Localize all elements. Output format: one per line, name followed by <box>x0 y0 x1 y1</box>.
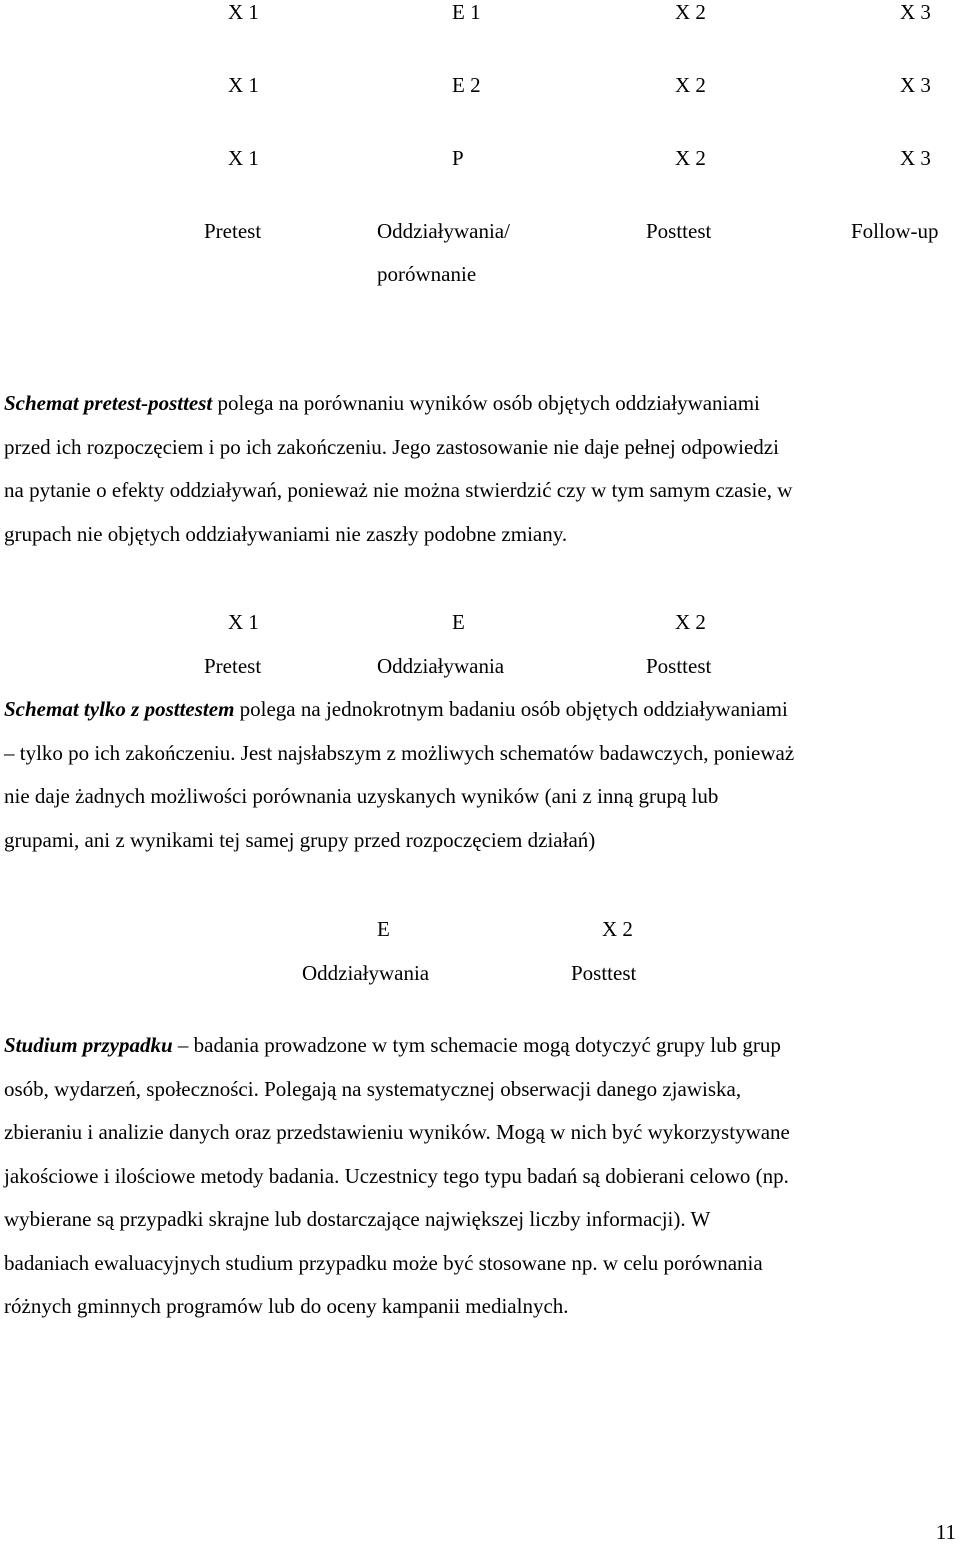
page-number: 11 <box>935 1520 956 1544</box>
term: Schemat tylko z posttestem <box>4 697 235 721</box>
schema1-row2-col4: X 3 <box>900 73 931 97</box>
schema3-col2: X 2 <box>602 917 633 941</box>
paragraph-line: różnych gminnych programów lub do oceny kampanii medialnych. <box>4 1294 569 1318</box>
paragraph-line: grupach nie objętych oddziaływaniami nie zaszły podobne zmiany. <box>4 521 568 546</box>
paragraph-case-study <box>4 1024 959 1329</box>
schema1-row3-col3: X 2 <box>675 146 706 170</box>
schema2-label-pretest: Pretest <box>204 654 262 678</box>
paragraph-line <box>4 688 959 732</box>
schema3-col1: E <box>377 917 390 941</box>
schema2-col1: X 1 <box>228 610 259 634</box>
term: Studium przypadku <box>4 1033 173 1057</box>
paragraph-line: grupami, ani z wynikami tej samej grupy przed rozpoczęciem działań) <box>4 827 596 852</box>
paragraph-line: – tylko po ich zakończeniu. Jest najsłabszym z możliwych schematów badawczych, ponieważ <box>4 740 795 765</box>
schema3-label-posttest: Posttest <box>571 961 637 985</box>
schema1-label-posttest: Posttest <box>646 219 712 243</box>
paragraph-line: zbieraniu i analizie danych oraz przedstawieniu wyników. Mogą w nich być wykorzystywane <box>4 1120 790 1144</box>
paragraph-pretest-posttest <box>4 382 959 556</box>
line-text: polega na jednokrotnym badaniu osób objętych oddziaływaniami <box>234 697 788 721</box>
schema2-col3: X 2 <box>675 610 706 634</box>
paragraph-line: osób, wydarzeń, społeczności. Polegają na systematycznej obserwacji danego zjawiska, <box>4 1076 742 1101</box>
schema1-row2-col1: X 1 <box>228 73 259 97</box>
paragraph-line <box>4 1024 959 1068</box>
schema3-label-intervention: Oddziaływania <box>302 961 430 985</box>
schema1-row1-col4: X 3 <box>900 0 931 24</box>
line-text: – badania prowadzone w tym schemacie mogą dotyczyć grupy lub grup <box>172 1033 781 1057</box>
schema1-label-intervention: Oddziaływania/ <box>377 219 510 243</box>
line-text: polega na porównaniu wyników osób objętych oddziaływaniami <box>212 391 760 415</box>
paragraph-line <box>4 382 959 426</box>
schema1-row3-col2: P <box>452 146 464 170</box>
schema2-label-posttest: Posttest <box>646 654 712 678</box>
paragraph-line: wybierane są przypadki skrajne lub dostarczające największej liczby informacji). W <box>4 1207 711 1231</box>
paragraph-line: na pytanie o efekty oddziaływań, ponieważ nie można stwierdzić czy w tym samym czasie, w <box>4 478 793 502</box>
schema1-row1-col1: X 1 <box>228 0 259 24</box>
schema1-row1-col2: E 1 <box>452 0 481 24</box>
schema1-row1-col3: X 2 <box>675 0 706 24</box>
schema1-label-pretest: Pretest <box>204 219 262 243</box>
paragraph-line: przed ich rozpoczęciem i po ich zakończeniu. Jego zastosowanie nie daje pełnej odpowiedzi <box>4 434 779 459</box>
schema1-row3-col4: X 3 <box>900 146 931 170</box>
paragraph-posttest-only <box>4 688 959 862</box>
schema2-col2: E <box>452 610 465 634</box>
schema1-label-followup: Follow-up <box>851 219 939 243</box>
schema1-row3-col1: X 1 <box>228 146 259 170</box>
schema2-label-intervention: Oddziaływania <box>377 654 505 678</box>
schema1-row2-col2: E 2 <box>452 73 481 97</box>
paragraph-line: badaniach ewaluacyjnych studium przypadku może być stosowane np. w celu porównania <box>4 1250 763 1275</box>
paragraph-line: nie daje żadnych możliwości porównania uzyskanych wyników (ani z inną grupą lub <box>4 784 719 808</box>
paragraph-line: jakościowe i ilościowe metody badania. Uczestnicy tego typu badań są dobierani celowo (np. <box>4 1163 789 1188</box>
term: Schemat pretest-posttest <box>4 391 213 415</box>
schema1-row2-col3: X 2 <box>675 73 706 97</box>
schema1-label-comparison: porównanie <box>377 262 477 286</box>
